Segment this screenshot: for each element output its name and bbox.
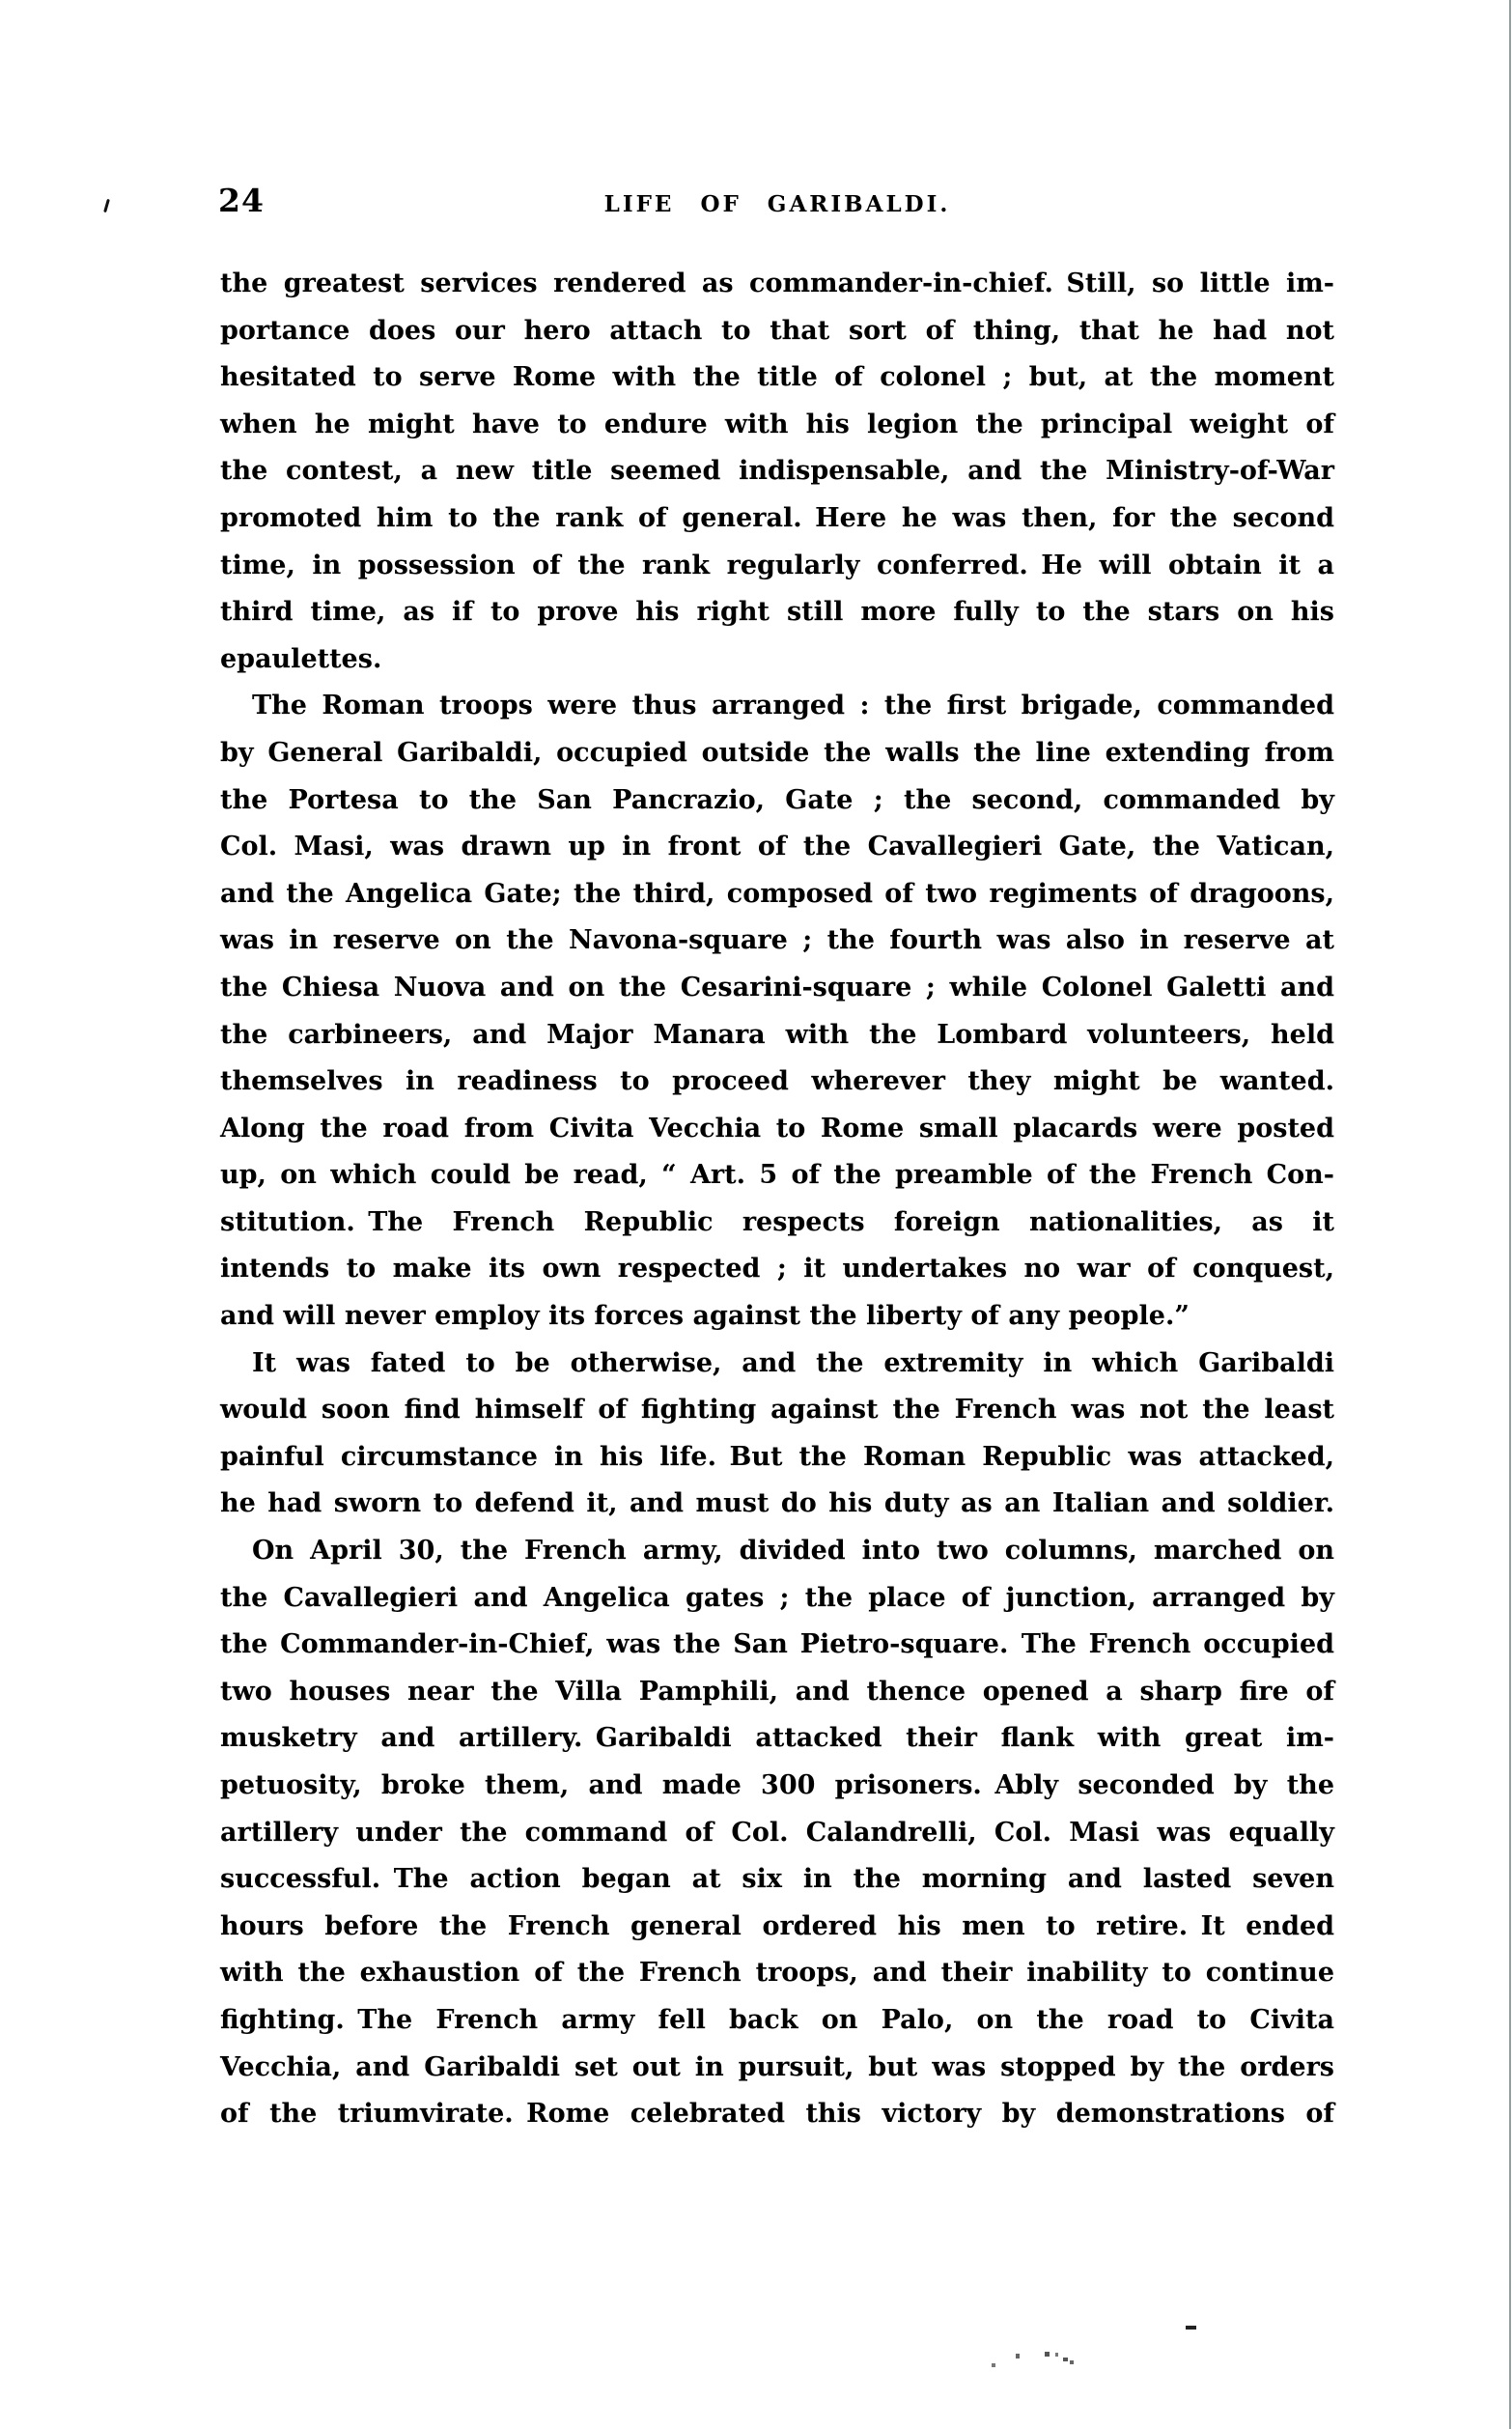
text-line: the Commander-in-Chief, was the San Pietro-square. The French occupied xyxy=(220,1629,1334,1660)
text-line: Col. Masi, was drawn up in front of the Cavallegieri Gate, the Vatican, xyxy=(220,832,1334,862)
text-line: the Chiesa Nuova and on the Cesarini-square ; while Colonel Galetti and xyxy=(220,972,1334,1003)
text-line: the Portesa to the San Pancrazio, Gate ; the second, commanded by xyxy=(220,784,1334,815)
text-line: It was fated to be otherwise, and the extremity in which Garibaldi xyxy=(252,1347,1334,1378)
text-line: time, in possession of the rank regularly conferred. He will obtain it a xyxy=(220,550,1334,580)
paragraph xyxy=(220,261,1334,683)
text-line: intends to make its own respected ; it undertakes no war of conquest, xyxy=(220,1254,1334,1285)
text-line: the Cavallegieri and Angelica gates ; the place of junction, arranged by xyxy=(220,1582,1334,1613)
text-line: with the exhaustion of the French troops, and their inability to continue xyxy=(220,1958,1334,1989)
running-header: LIFE OF GARIBALDI. xyxy=(603,191,951,217)
text-line: hesitated to serve Rome with the title of colonel ; but, at the moment xyxy=(220,362,1334,393)
scan-noise-dot xyxy=(992,2363,995,2367)
paragraph xyxy=(220,683,1334,1340)
paragraph xyxy=(220,1528,1334,2138)
scan-noise-dash xyxy=(1186,2326,1196,2330)
paragraph xyxy=(220,1341,1334,1528)
scan-noise-dot xyxy=(1045,2352,1050,2357)
text-line: two houses near the Villa Pamphili, and thence opened a sharp fire of xyxy=(220,1676,1334,1707)
text-line: On April 30, the French army, divided into two columns, marched on xyxy=(252,1536,1334,1567)
text-line: The Roman troops were thus arranged : the first brigade, commanded xyxy=(252,691,1334,721)
text-line: up, on which could be read, “ Art. 5 of the preamble of the French Con- xyxy=(220,1160,1334,1191)
scan-noise-dot xyxy=(1055,2353,1058,2357)
scan-noise-dot xyxy=(1070,2360,1074,2364)
page-number: 24 xyxy=(218,182,265,219)
stray-ink-mark xyxy=(103,199,110,212)
text-line: artillery under the command of Col. Calandrelli, Col. Masi was equally xyxy=(220,1817,1334,1848)
scan-noise-dot xyxy=(1016,2354,1020,2358)
text-line: the contest, a new title seemed indispensable, and the Ministry-of-War xyxy=(220,456,1334,487)
text-line: and the Angelica Gate; the third, composed of two regiments of dragoons, xyxy=(220,878,1334,909)
text-line: of the triumvirate. Rome celebrated this victory by demonstrations of xyxy=(220,2099,1334,2130)
text-line: would soon find himself of fighting against the French was not the least xyxy=(220,1395,1334,1426)
text-line: and will never employ its forces against the liberty of any people.” xyxy=(220,1301,1190,1332)
body-text xyxy=(220,261,1334,2138)
text-line: musketry and artillery. Garibaldi attacked their flank with great im- xyxy=(220,1723,1334,1754)
text-line: Vecchia, and Garibaldi set out in pursuit, but was stopped by the orders xyxy=(220,2051,1334,2082)
text-line: stitution. The French Republic respects foreign nationalities, as it xyxy=(220,1206,1334,1237)
scanner-edge-line xyxy=(1509,0,1511,2429)
text-line: when he might have to endure with his legion the principal weight of xyxy=(220,409,1334,439)
text-line: epaulettes. xyxy=(220,643,382,674)
text-line: Along the road from Civita Vecchia to Rome small placards were posted xyxy=(220,1113,1334,1144)
text-line: he had sworn to defend it, and must do his duty as an Italian and soldier. xyxy=(220,1488,1334,1519)
text-line: was in reserve on the Navona-square ; the fourth was also in reserve at xyxy=(220,925,1334,956)
text-line: hours before the French general ordered his men to retire. It ended xyxy=(220,1910,1334,1941)
text-line: the carbineers, and Major Manara with the Lombard volunteers, held xyxy=(220,1019,1334,1050)
text-line: portance does our hero attach to that sort of thing, that he had not xyxy=(220,315,1334,346)
text-line: third time, as if to prove his right still more fully to the stars on his xyxy=(220,597,1334,628)
text-line: by General Garibaldi, occupied outside the walls the line extending from xyxy=(220,737,1334,768)
text-line: promoted him to the rank of general. Here he was then, for the second xyxy=(220,502,1334,533)
text-line: painful circumstance in his life. But the Roman Republic was attacked, xyxy=(220,1441,1334,1472)
scan-noise-dot xyxy=(1063,2358,1068,2361)
text-line: fighting. The French army fell back on Palo, on the road to Civita xyxy=(220,2004,1334,2035)
text-line: themselves in readiness to proceed wherever they might be wanted. xyxy=(220,1066,1334,1097)
text-line: the greatest services rendered as commander-in-chief. Still, so little im- xyxy=(220,268,1334,298)
text-line: successful. The action began at six in the morning and lasted seven xyxy=(220,1864,1334,1895)
text-line: petuosity, broke them, and made 300 prisoners. Ably seconded by the xyxy=(220,1770,1334,1800)
